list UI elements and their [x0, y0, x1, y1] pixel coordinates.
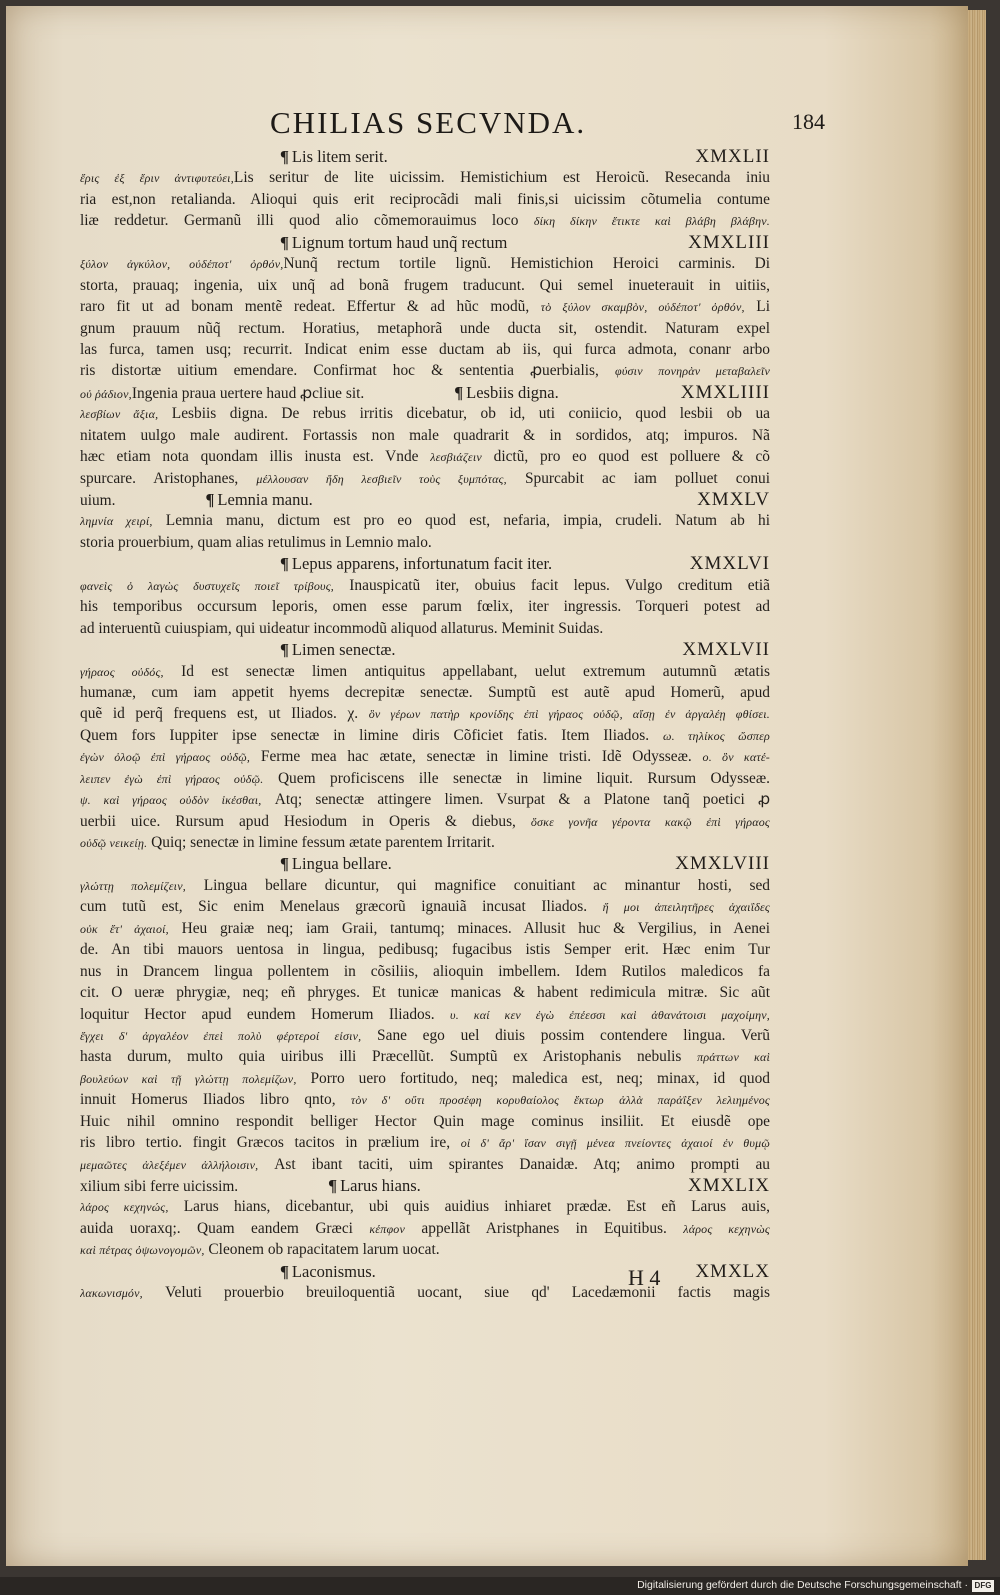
text-line	[80, 468, 770, 489]
text-line	[80, 1196, 770, 1217]
text-line	[80, 318, 770, 339]
greek-text: λάρος κεχηνὼς	[683, 1221, 770, 1236]
adage-title	[280, 146, 388, 167]
text-line	[80, 982, 770, 1003]
text-line	[80, 1089, 770, 1110]
greek-text: λάρος κεχηνώς,	[80, 1200, 169, 1215]
latin-text: hasta durum, multo quia uiribus illi Præcellũt. Sumptũ ex Aristophanis nebulis	[80, 1048, 698, 1066]
text-line	[80, 618, 770, 639]
adage-title-text: Lis litem serit.	[291, 147, 388, 166]
latin-text: Lemnia manu, dictum est pro eo quod est, nefaria, impia, crudeli. Natum ab hi	[152, 512, 770, 530]
latin-text: ris libro tertio. fingit Græcos tacitos in prælium ire,	[80, 1134, 461, 1152]
adage-title-text: Lemnia manu.	[217, 490, 313, 509]
text-line	[80, 1239, 770, 1260]
text-line	[80, 918, 770, 939]
greek-text: λημνία χειρί,	[80, 514, 153, 529]
pilcrow-icon: ¶	[328, 1176, 338, 1195]
greek-text: υ. καί κεν ἐγὼ ἐπέεσσι καὶ ἀθανάτοισι μαχοίμην,	[450, 1007, 770, 1022]
text-line	[80, 1132, 770, 1153]
greek-text: κέπφον	[369, 1221, 406, 1236]
adage-heading-line	[80, 232, 770, 253]
latin-text: humanæ, cum iam appetit hyems decrepitæ senectæ. Sumptũ est autẽ apud Homerũ, apud	[80, 683, 770, 701]
latin-text: Lingua bellare dicuntur, qui magnifice conuitiant ac minantur hosti, sed	[185, 876, 770, 894]
adage-number: XMXLX	[695, 1260, 770, 1282]
latin-text: innuit Homerus Iliados libro qnto,	[80, 1091, 351, 1109]
latin-text: raro fit ut ad bonam mentẽ redeat. Effertur & ad hũc modũ,	[80, 298, 541, 316]
text-line	[80, 575, 770, 596]
text-line	[80, 532, 770, 553]
pilcrow-icon: ¶	[280, 640, 289, 660]
latin-text	[604, 1091, 619, 1108]
adage-heading-line	[80, 639, 770, 660]
adage-title-text: Limen senectæ.	[291, 640, 396, 660]
page-edge	[968, 10, 986, 1560]
latin-text: Quiq; senectæ in limine fessum ætate parentem Irritarit.	[147, 834, 495, 851]
latin-text: liæ reddetur. Germanũ illi quod alio cõmemorauimus loco	[80, 212, 534, 230]
text-line	[80, 939, 770, 960]
adage-title-text: Laconismus.	[291, 1261, 376, 1281]
adage-heading-line	[80, 382, 770, 403]
latin-text: ria est,non retalianda. Alioqui quis erit reciprocãdi mali finis,si uicissim cõtumelia contume	[80, 190, 770, 208]
latin-text: las furca, tamen usq; recurrit. Indicat enim esse ductam ab iis, qui furca admota, conanr arbo	[80, 340, 770, 358]
latin-text: Heu graiæ neq; iam Graii, tantumq; minaces. Allusit huc & Vergilius, in Aenei	[168, 919, 770, 937]
latin-text: ad interuentũ cuiuspiam, qui uideatur incommodũ aliquod allaturus. Meminit Suidas.	[80, 619, 604, 637]
greek-text: οὐδῷ νεικείῃ.	[80, 836, 148, 850]
adage-title	[280, 853, 392, 874]
greek-text: λεσβίων ἄξια,	[80, 407, 159, 422]
latin-text: Quem proficiscens ille senectæ in limine liquit. Rursum Odysseæ.	[263, 769, 770, 787]
text-line	[80, 253, 770, 274]
greek-text: ὅσκε γονῆα γέροντα κακῷ ἐπὶ γήραος	[530, 814, 770, 829]
latin-text: Lis seritur de lite uicissim. Hemistichium est Heroicũ. Resecanda iniu	[233, 169, 770, 187]
pilcrow-icon: ¶	[280, 554, 289, 574]
text-line	[80, 768, 770, 789]
greek-text: μέλλουσαν ἤδη λεσβιεῖν τοὺς ξυμπότας,	[256, 471, 507, 486]
adage-number: XMXLVII	[682, 639, 770, 661]
adage-heading-line	[80, 553, 770, 574]
latin-text: xilium sibi ferre uicissim.	[80, 1178, 239, 1195]
folio-number: 184	[792, 109, 825, 134]
text-line	[80, 296, 770, 317]
text-line	[80, 425, 770, 446]
greek-text: λειπεν ἐγὼ ἐπὶ γήραος οὐδῷ.	[80, 771, 264, 786]
adage-title-text: Larus hians.	[340, 1176, 421, 1195]
text-line	[80, 896, 770, 917]
latin-text: Li	[744, 298, 770, 316]
text-line	[80, 339, 770, 360]
adage-number: XMXLIX	[688, 1175, 770, 1196]
greek-text: τὸν δ' οὔτι προσέφη κορυθαίολος ἕκτωρ	[350, 1093, 604, 1108]
text-line	[80, 746, 770, 767]
text-line	[80, 1025, 770, 1046]
greek-text: λεσβιάζειν	[430, 450, 482, 465]
text-line	[80, 832, 770, 853]
greek-text: τὸ ξύλον σκαμβὸν, οὐδέποτ' ὀρθόν,	[540, 300, 745, 315]
adage-number: XMXLV	[697, 489, 770, 510]
latin-text: cit. O ueræ phrygiæ, neq; eñ phryges. Et tunicæ manicas & habent redimicula mitræ. Sic aũt	[80, 984, 770, 1002]
adage-title-text: Lesbiis digna.	[466, 382, 559, 402]
text-line	[80, 275, 770, 296]
text-line	[80, 1218, 770, 1239]
adage-title	[280, 1261, 376, 1282]
latin-text: Sane ego uel diuis possim contendere lingua. Verũ	[361, 1026, 770, 1044]
text-line	[80, 1282, 770, 1303]
greek-text: ἐγὼν ὀλοῷ ἐπὶ γήραος οὐδῷ,	[80, 750, 251, 765]
adage-title-text: Lepus apparens, infortunatum facit iter.	[291, 554, 553, 574]
latin-text: gnum prauum nũq̃ rectum. Horatius, metaphorã unde ducta sit, ostendit. Naturam expel	[80, 319, 770, 337]
latin-text: Veluti prouerbio breuiloquentiã uocant, siue qd' Lacedæmonii factis magis	[142, 1284, 770, 1302]
dfg-logo: DFG	[972, 1580, 994, 1592]
catchword: H 4	[628, 1265, 661, 1290]
adage-title	[206, 489, 313, 510]
latin-text: Larus hians, dicebantur, ubi quis auidius inhiaret prædæ. Est eñ Larus auis,	[168, 1198, 770, 1216]
latin-text: auida uoraxq;. Quam eandem Græci	[80, 1219, 370, 1237]
latin-text: Porro uero fortitudo, neq; maledica est, neq; minax, id quod	[296, 1069, 770, 1087]
text-line	[80, 725, 770, 746]
latin-text: nus in Drancem lingua pollentem in cõsiliis, alioquin imbellem. Idem Rutilos maledicos fa	[80, 962, 770, 980]
latin-text: Ferme mea hac ætate, senectæ in limine tristi. Idẽ Odysseæ.	[250, 748, 703, 766]
greek-text: δίκη δίκην ἔτικτε καὶ βλάβη βλάβην.	[533, 214, 770, 229]
adage-title-text: Lingua bellare.	[291, 854, 392, 874]
greek-text: ψ. καὶ γήραος οὐδὸν ἱκέσθαι,	[80, 793, 262, 808]
text-line	[80, 596, 770, 617]
text-line	[80, 1154, 770, 1175]
latin-text: Ingenia praua uertere haud ꝓcliue sit.	[131, 384, 365, 402]
text-line	[80, 811, 770, 832]
greek-text: ὃν γέρων πατὴρ κρονίδης ἐπὶ γήραος οὐδῷ, αἴσῃ ἐν ἀργαλέῃ φθίσει.	[368, 707, 770, 722]
text-block	[80, 146, 770, 1304]
text-line	[80, 446, 770, 467]
text-line	[80, 789, 770, 810]
greek-text: οἱ δ' ἄρ' ἴσαν σιγῇ μένεα πνείοντες ἀχαιοί ἐν θυμῷ	[460, 1136, 770, 1151]
adage-heading-line	[80, 489, 770, 510]
greek-text: ω. τηλίκος ὥσπερ	[662, 728, 770, 743]
greek-text: γήραος οὐδός,	[80, 664, 164, 679]
text-line	[80, 1004, 770, 1025]
adage-number: XMXLII	[695, 146, 770, 167]
greek-text: ἔρις ἐξ ἔριν ἀντιφυτεύει,	[80, 171, 234, 186]
latin-text: Nunq̃ rectum tortile lignũ. Hemistichion Heroici carminis. Di	[283, 255, 770, 273]
text-line	[80, 961, 770, 982]
pilcrow-icon: ¶	[280, 1261, 289, 1281]
text-line	[80, 360, 770, 381]
text-line	[80, 1046, 770, 1067]
latin-text: cum tutũ est, Sic enim Menelaus græcorũ ignauiã incusat Iliados.	[80, 898, 603, 916]
latin-text: Inauspicatũ iter, obuius facit lepus. Vulgo creditum etiã	[334, 576, 770, 594]
footer-text: Digitalisierung gefördert durch die Deutsche Forschungsgemeinschaft ·	[637, 1579, 968, 1591]
latin-text: Atq; senectæ attingere limen. Vsurpat & a Platone tanq̃ poetici ꝓ	[261, 791, 770, 809]
adage-number: XMXLVIII	[675, 853, 770, 875]
text-line	[80, 661, 770, 682]
adage-title	[280, 232, 507, 253]
adage-title	[328, 1175, 421, 1196]
greek-text: ἀλλὰ παρἀΐξεν λελιημένος	[619, 1093, 770, 1108]
running-title: CHILIAS SECVNDA.	[270, 105, 587, 140]
adage-heading-line	[80, 853, 770, 874]
greek-text: ξύλον ἀγκύλον, οὐδέποτ' ὀρθόν,	[80, 257, 284, 272]
greek-text: λακωνισμόν,	[80, 1286, 143, 1301]
greek-text: γλώττῃ πολεμίζειν,	[80, 878, 186, 893]
greek-text: οὐ ῥάδιον,	[80, 386, 132, 401]
latin-text: quẽ id perq̃ frequens est, ut Iliados. χ.	[80, 705, 369, 723]
latin-text: spurcare. Aristophanes,	[80, 469, 257, 487]
greek-text: οὐκ ἔτ' ἀχαιοί,	[80, 921, 169, 936]
latin-text: his temporibus occursum leporis, omen esse parum fœlix, iter ingressis. Torqueri potest ad	[80, 598, 770, 616]
text-line	[80, 703, 770, 724]
latin-text: loquitur Hector apud eundem Homerum Iliados.	[80, 1005, 451, 1023]
text-line	[80, 510, 770, 531]
latin-text: Lesbiis digna. De rebus irritis dicebatur, ob id, uti coniicio, quod lesbii ob ua	[158, 405, 770, 423]
text-line	[80, 403, 770, 424]
adage-title-text: Lignum tortum haud unq̃ rectum	[291, 232, 508, 252]
pilcrow-icon: ¶	[280, 147, 289, 166]
greek-text: ἤ μοι ἀπειλητῆρες ἀχαιΐδες	[602, 900, 770, 915]
adage-number: XMXLVI	[689, 553, 770, 575]
pilcrow-icon: ¶	[280, 854, 289, 874]
text-line	[80, 167, 770, 188]
greek-text: μεμαῶτες ἀλεξέμεν ἀλλήλοισιν,	[80, 1157, 259, 1172]
text-line	[80, 1111, 770, 1132]
latin-text: Quem fors Iuppiter ipse senectæ in limine diris Cõficiet fatis. Item Iliados.	[80, 726, 663, 744]
latin-text: storta, prauaq; ingenia, uix unq̃ ad bonã frugem traducunt. Qui semel inueterauit in uitiis,	[80, 276, 770, 294]
text-line	[80, 1068, 770, 1089]
latin-text: Huic nihil omnino respondit belliger Hector Quin mage cominus insiliit. Et eiusdẽ ope	[80, 1112, 770, 1130]
adage-title	[454, 382, 559, 403]
latin-text: Spurcabit ac iam polluet conui	[506, 469, 770, 487]
greek-text: ἔγχει δ' ἀργαλέον ἐπεὶ πολὺ φέρτεροί εἰσιν,	[80, 1028, 362, 1043]
pilcrow-icon: ¶	[454, 382, 464, 402]
latin-text: Cleonem ob rapacitatem larum uocat.	[204, 1241, 440, 1259]
adage-number: XMXLIIII	[680, 381, 770, 403]
greek-text: πράττων καὶ	[697, 1050, 770, 1065]
adage-heading-line	[80, 1261, 770, 1282]
text-line	[80, 875, 770, 896]
latin-text: hæc etiam nota quondam illis inusta est. Vnde	[80, 448, 431, 466]
greek-text: βουλεύων καὶ τῇ γλώττῃ πολεμίζων,	[80, 1071, 297, 1086]
adage-title	[280, 553, 552, 574]
latin-text: uium.	[80, 492, 116, 509]
latin-text: Id est senectæ limen antiquitus appellabant, uelut extremum autumnũ ætatis	[163, 662, 770, 680]
greek-text: φύσιν πονηρὰν μεταβαλεῖν	[615, 364, 770, 379]
adage-number: XMXLIII	[688, 231, 770, 253]
latin-text: ris distortæ uitium emendare. Confirmat hoc & sententia ꝓuerbialis,	[80, 362, 615, 380]
adage-title	[280, 639, 395, 660]
latin-text: storia prouerbium, quam alias retulimus in Lemnio malo.	[80, 533, 432, 551]
adage-heading-line	[80, 1175, 770, 1196]
pilcrow-icon: ¶	[280, 232, 289, 252]
page-header	[270, 105, 830, 145]
greek-text: ο. ὃν κατέ-	[702, 750, 770, 765]
pilcrow-icon: ¶	[205, 490, 215, 509]
latin-text: uerbii uice. Rursum apud Hesiodum in Operis & diebus,	[80, 812, 531, 830]
greek-text: φανεὶς ὁ λαγὼς δυστυχεῖς ποιεῖ τρίβους,	[80, 578, 334, 593]
adage-heading-line	[80, 146, 770, 167]
text-line	[80, 189, 770, 210]
latin-text: dictũ, pro eo quod est polluere & cõ	[481, 448, 770, 466]
latin-text: de. An tibi mauors uentosa in lingua, pedibusq; fugacibus istis Semper erit. Hæc enim Tur	[80, 941, 770, 959]
text-line	[80, 682, 770, 703]
latin-text: appellãt Aristphanes in Equitibus.	[405, 1219, 684, 1237]
latin-text: Ast ibant taciti, uim spirantes Danaidæ. Atq; animo prompti au	[258, 1155, 770, 1173]
greek-text: καὶ πέτρας ὀψωνογομῶν,	[80, 1243, 205, 1258]
latin-text: nitatem uulgo male audirent. Fortassis non male quadrarit & in sordidos, atq; impuros. Nã	[80, 426, 770, 444]
text-line	[80, 210, 770, 231]
